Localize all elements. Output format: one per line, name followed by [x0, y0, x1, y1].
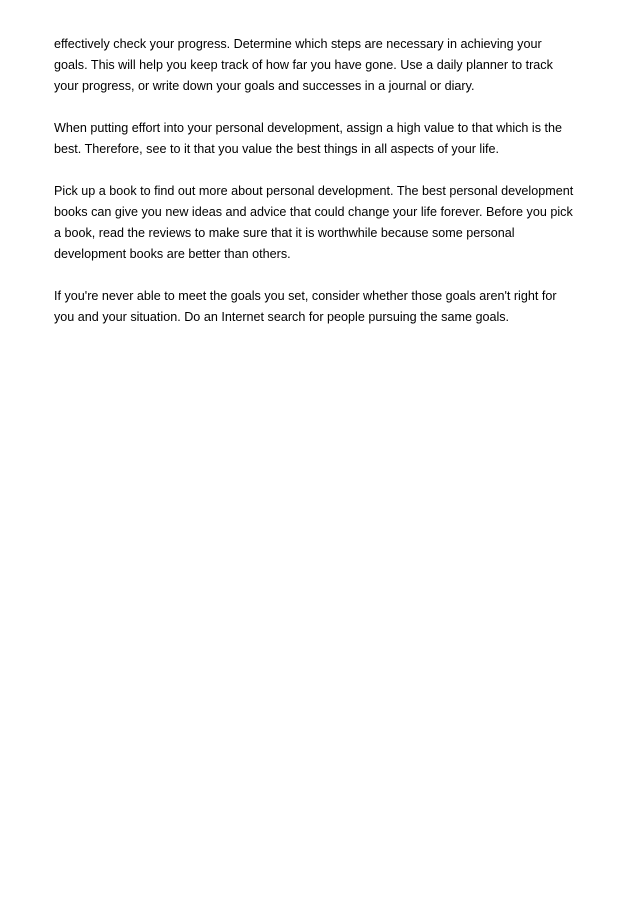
text-line: development books are better than others.	[54, 247, 291, 261]
text-line: books can give you new ideas and advice that could change your life forever. Before you pick	[54, 205, 573, 219]
text-line: Pick up a book to find out more about personal development. The best personal development	[54, 184, 574, 198]
paragraph-progress	[54, 34, 590, 97]
paragraph-books	[54, 181, 590, 265]
paragraph-goals	[54, 286, 590, 328]
text-line: effectively check your progress. Determine which steps are necessary in achieving your	[54, 37, 542, 51]
text-line: If you're never able to meet the goals you set, consider whether those goals aren't right for	[54, 289, 557, 303]
document-body	[54, 34, 590, 349]
text-line: you and your situation. Do an Internet search for people pursuing the same goals.	[54, 310, 510, 324]
text-line: a book, read the reviews to make sure that it is worthwhile because some personal	[54, 226, 515, 240]
paragraph-value	[54, 118, 590, 160]
text-line: best. Therefore, see to it that you value the best things in all aspects of your life.	[54, 142, 499, 156]
text-line: goals. This will help you keep track of how far you have gone. Use a daily planner to track	[54, 58, 553, 72]
text-line: your progress, or write down your goals and successes in a journal or diary.	[54, 79, 475, 93]
text-line: When putting effort into your personal development, assign a high value to that which is the	[54, 121, 563, 135]
